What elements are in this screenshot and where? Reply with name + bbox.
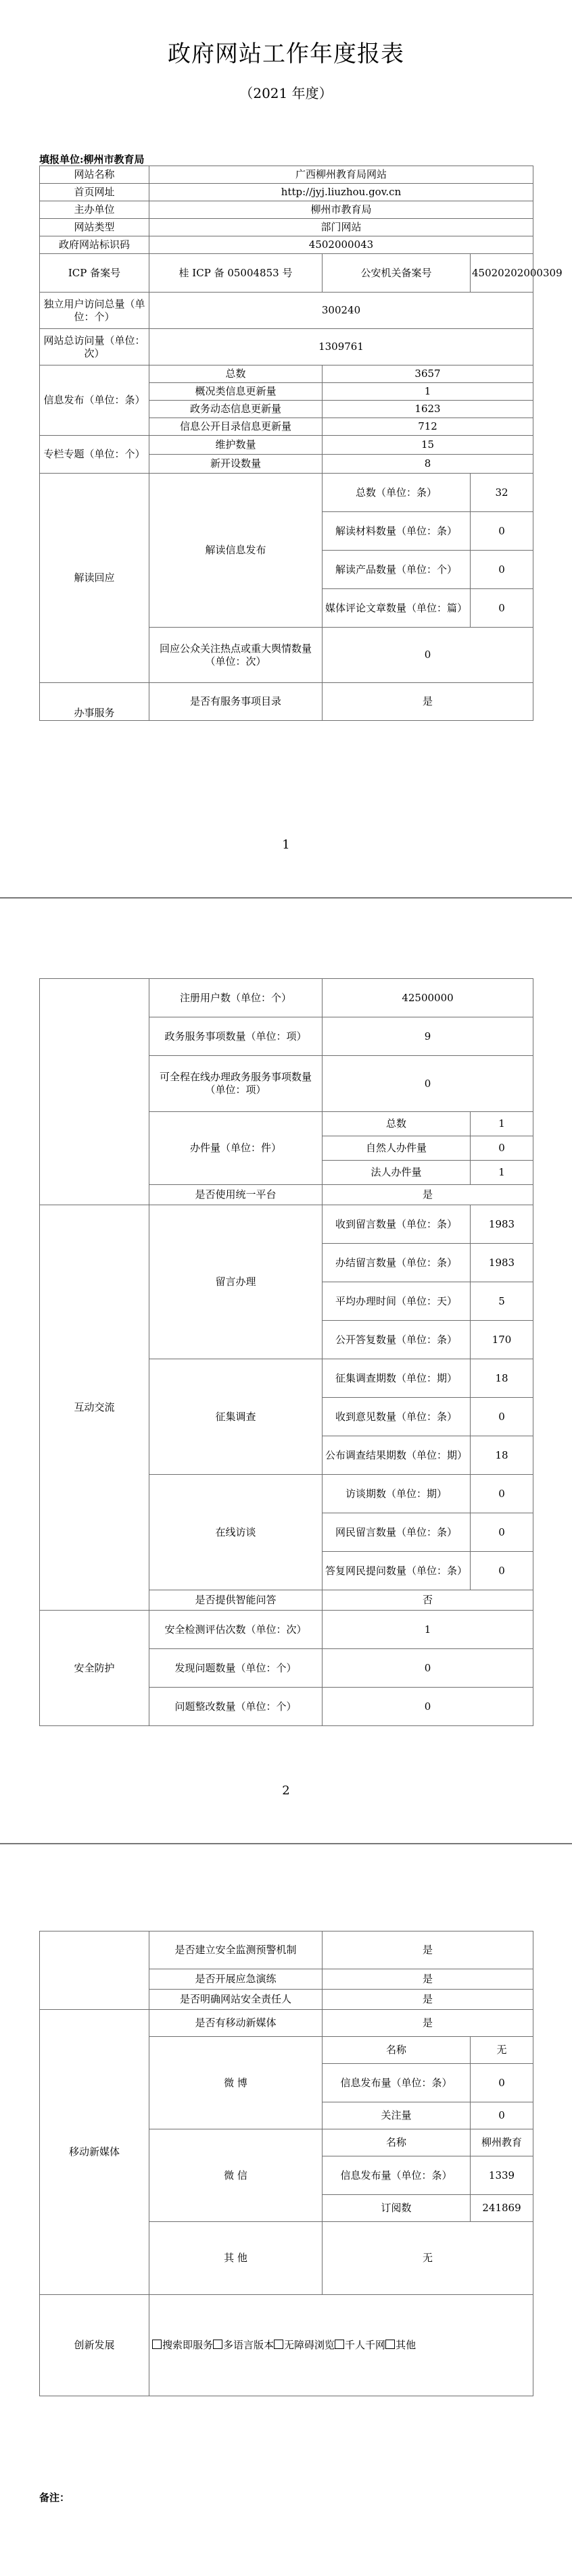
catalog-label: 是否有服务事项目录	[149, 683, 323, 721]
security-row-value: 1	[323, 1611, 533, 1649]
report-year: （2021 年度）	[239, 85, 333, 101]
interpret-row-label: 解读材料数量（单位：条）	[323, 512, 471, 551]
report-table-page-3	[39, 1931, 533, 2396]
items-label: 政务服务事项数量（单位：项）	[149, 1017, 323, 1056]
police-value: 45020202000309	[471, 254, 533, 293]
weibo-row-label: 名称	[323, 2037, 471, 2064]
interview-row-value: 0	[471, 1552, 533, 1590]
info-row-label: 政务动态信息更新量	[149, 401, 323, 418]
msg-row-label: 公开答复数量（单位：条）	[323, 1321, 471, 1359]
interview-row-label: 网民留言数量（单位：条）	[323, 1513, 471, 1552]
page-number: 1	[282, 838, 290, 852]
innovation-options	[149, 2295, 533, 2396]
handle-row-value: 1	[471, 1112, 533, 1136]
info-row-label: 信息公开目录信息更新量	[149, 418, 323, 436]
msg-row-value: 1983	[471, 1205, 533, 1244]
handle-row-label: 法人办件量	[323, 1161, 471, 1185]
interview-row-value: 0	[471, 1475, 533, 1513]
innovation-option[interactable]: 其他	[385, 2339, 416, 2351]
innovation-option[interactable]: 千人千网	[335, 2339, 385, 2351]
security-row-value: 是	[323, 1990, 533, 2010]
icp-label: ICP 备案号	[40, 254, 149, 293]
checkbox-icon[interactable]	[385, 2340, 395, 2349]
interpret-row-value: 0	[471, 512, 533, 551]
security-row-value: 是	[323, 1969, 533, 1990]
home-url-label: 首页网址	[40, 184, 149, 201]
innovation-option[interactable]: 搜索即服务	[152, 2339, 213, 2351]
column-row-label: 新开设数量	[149, 455, 323, 474]
security-row-label: 是否开展应急演练	[149, 1969, 323, 1990]
security-row-value: 0	[323, 1649, 533, 1688]
security-row-label: 问题整改数量（单位：个）	[149, 1688, 323, 1726]
site-code-value: 4502000043	[149, 236, 533, 254]
wechat-row-label: 订阅数	[323, 2195, 471, 2222]
media-has-label: 是否有移动新媒体	[149, 2010, 323, 2037]
site-name-label: 网站名称	[40, 166, 149, 184]
smart-qa-label: 是否提供智能问答	[149, 1590, 323, 1611]
security-continued	[40, 1931, 149, 2010]
info-row-label: 总数	[149, 365, 323, 383]
msg-row-label: 收到留言数量（单位：条）	[323, 1205, 471, 1244]
weibo-row-label: 关注量	[323, 2102, 471, 2129]
platform-value: 是	[323, 1185, 533, 1205]
interpret-row-value: 0	[471, 589, 533, 628]
visitors-label: 独立用户访问总量（单位：个）	[40, 293, 149, 329]
handle-row-label: 自然人办件量	[323, 1136, 471, 1161]
info-row-label: 概况类信息更新量	[149, 383, 323, 401]
weibo-label: 微 博	[149, 2037, 323, 2129]
sponsor-value: 柳州市教育局	[149, 201, 533, 219]
msg-row-value: 5	[471, 1282, 533, 1321]
remark-label: 备注：	[39, 2492, 70, 2504]
msg-row-value: 1983	[471, 1244, 533, 1282]
security-label: 安全防护	[40, 1611, 149, 1726]
wechat-row-label: 信息发布量（单位：条）	[323, 2156, 471, 2195]
info-row-value: 3657	[323, 365, 533, 383]
smart-qa-value: 否	[323, 1590, 533, 1611]
items-value: 9	[323, 1017, 533, 1056]
wechat-row-label: 名称	[323, 2129, 471, 2156]
online-label: 可全程在线办理政务服务事项数量（单位：项）	[149, 1056, 323, 1112]
wechat-row-value: 柳州教育	[471, 2129, 533, 2156]
info-row-value: 1	[323, 383, 533, 401]
other-media-value: 无	[323, 2222, 533, 2295]
info-row-value: 712	[323, 418, 533, 436]
handle-row-label: 总数	[323, 1112, 471, 1136]
report-table-page-1	[39, 166, 563, 721]
survey-row-value: 18	[471, 1359, 533, 1398]
sponsor-label: 主办单位	[40, 201, 149, 219]
weibo-row-value: 0	[471, 2102, 533, 2129]
users-value: 42500000	[323, 979, 533, 1017]
wechat-row-value: 1339	[471, 2156, 533, 2195]
weibo-row-label: 信息发布量（单位：条）	[323, 2064, 471, 2102]
interpret-row-label: 解读产品数量（单位：个）	[323, 551, 471, 589]
info-label: 信息发布（单位：条）	[40, 365, 149, 436]
interpret-row-label: 媒体评论文章数量（单位：篇）	[323, 589, 471, 628]
survey-row-label: 公布调查结果期数（单位：期）	[323, 1436, 471, 1475]
media-label: 移动新媒体	[40, 2010, 149, 2295]
site-type-value: 部门网站	[149, 219, 533, 236]
security-row-label: 是否建立安全监测预警机制	[149, 1931, 323, 1969]
interpret-row-value: 32	[471, 474, 533, 512]
msg-row-label: 平均办理时间（单位：天）	[323, 1282, 471, 1321]
hot-response-label: 回应公众关注热点或重大舆情数量（单位：次）	[149, 628, 323, 683]
column-label: 专栏专题（单位：个）	[40, 436, 149, 474]
report-title: 政府网站工作年度报表	[168, 41, 404, 68]
msg-row-value: 170	[471, 1321, 533, 1359]
service-continued	[40, 979, 149, 1205]
platform-label: 是否使用统一平台	[149, 1185, 323, 1205]
survey-row-label: 收到意见数量（单位：条）	[323, 1398, 471, 1436]
other-media-label: 其 他	[149, 2222, 323, 2295]
police-label: 公安机关备案号	[323, 254, 471, 293]
visits-value: 1309761	[149, 329, 533, 365]
innovation-option[interactable]: 无障碍浏览	[274, 2339, 335, 2351]
interview-row-label: 访谈期数（单位：期）	[323, 1475, 471, 1513]
survey-label: 征集调查	[149, 1359, 323, 1475]
interact-label: 互动交流	[40, 1205, 149, 1611]
visits-label: 网站总访问量（单位：次）	[40, 329, 149, 365]
interview-row-label: 答复网民提问数量（单位：条）	[323, 1552, 471, 1590]
interview-row-value: 0	[471, 1513, 533, 1552]
checkbox-icon[interactable]	[213, 2340, 222, 2349]
site-name-value: 广西柳州教育局网站	[149, 166, 533, 184]
page-number: 2	[282, 1784, 290, 1798]
online-value: 0	[323, 1056, 533, 1112]
checkbox-icon[interactable]	[335, 2340, 344, 2349]
msg-row-label: 办结留言数量（单位：条）	[323, 1244, 471, 1282]
info-row-value: 1623	[323, 401, 533, 418]
icp-value: 桂 ICP 备 05004853 号	[149, 254, 323, 293]
media-has-value: 是	[323, 2010, 533, 2037]
page-separator	[0, 897, 572, 899]
survey-row-label: 征集调查期数（单位：期）	[323, 1359, 471, 1398]
home-url-value: http://jyj.liuzhou.gov.cn	[149, 184, 533, 201]
visitors-value: 300240	[149, 293, 533, 329]
report-table-page-2	[39, 978, 533, 1726]
site-type-label: 网站类型	[40, 219, 149, 236]
security-row-label: 是否明确网站安全责任人	[149, 1990, 323, 2010]
interview-label: 在线访谈	[149, 1475, 323, 1590]
checkbox-icon[interactable]	[274, 2340, 283, 2349]
users-label: 注册用户数（单位：个）	[149, 979, 323, 1017]
msg-label: 留言办理	[149, 1205, 323, 1359]
interpret-label: 解读回应	[40, 474, 149, 683]
security-row-value: 是	[323, 1931, 533, 1969]
handle-row-value: 1	[471, 1161, 533, 1185]
weibo-row-value: 无	[471, 2037, 533, 2064]
wechat-row-value: 241869	[471, 2195, 533, 2222]
column-row-value: 15	[323, 436, 533, 455]
innovation-label: 创新发展	[40, 2295, 149, 2396]
wechat-label: 微 信	[149, 2129, 323, 2222]
interpret-sub-label: 解读信息发布	[149, 474, 323, 628]
security-row-label: 安全检测评估次数（单位：次）	[149, 1611, 323, 1649]
checkbox-icon[interactable]	[152, 2340, 162, 2349]
weibo-row-value: 0	[471, 2064, 533, 2102]
catalog-value: 是	[323, 683, 533, 721]
interpret-row-value: 0	[471, 551, 533, 589]
page-separator	[0, 1843, 572, 1844]
column-row-label: 维护数量	[149, 436, 323, 455]
column-row-value: 8	[323, 455, 533, 474]
survey-row-value: 0	[471, 1398, 533, 1436]
security-row-value: 0	[323, 1688, 533, 1726]
service-label: 办事服务	[40, 683, 149, 721]
hot-response-value: 0	[323, 628, 533, 683]
innovation-option[interactable]: 多语言版本	[213, 2339, 274, 2351]
fill-unit: 填报单位:柳州市教育局	[39, 153, 145, 166]
security-row-label: 发现问题数量（单位：个）	[149, 1649, 323, 1688]
handle-label: 办件量（单位：件）	[149, 1112, 323, 1185]
handle-row-value: 0	[471, 1136, 533, 1161]
survey-row-value: 18	[471, 1436, 533, 1475]
interpret-row-label: 总数（单位：条）	[323, 474, 471, 512]
site-code-label: 政府网站标识码	[40, 236, 149, 254]
